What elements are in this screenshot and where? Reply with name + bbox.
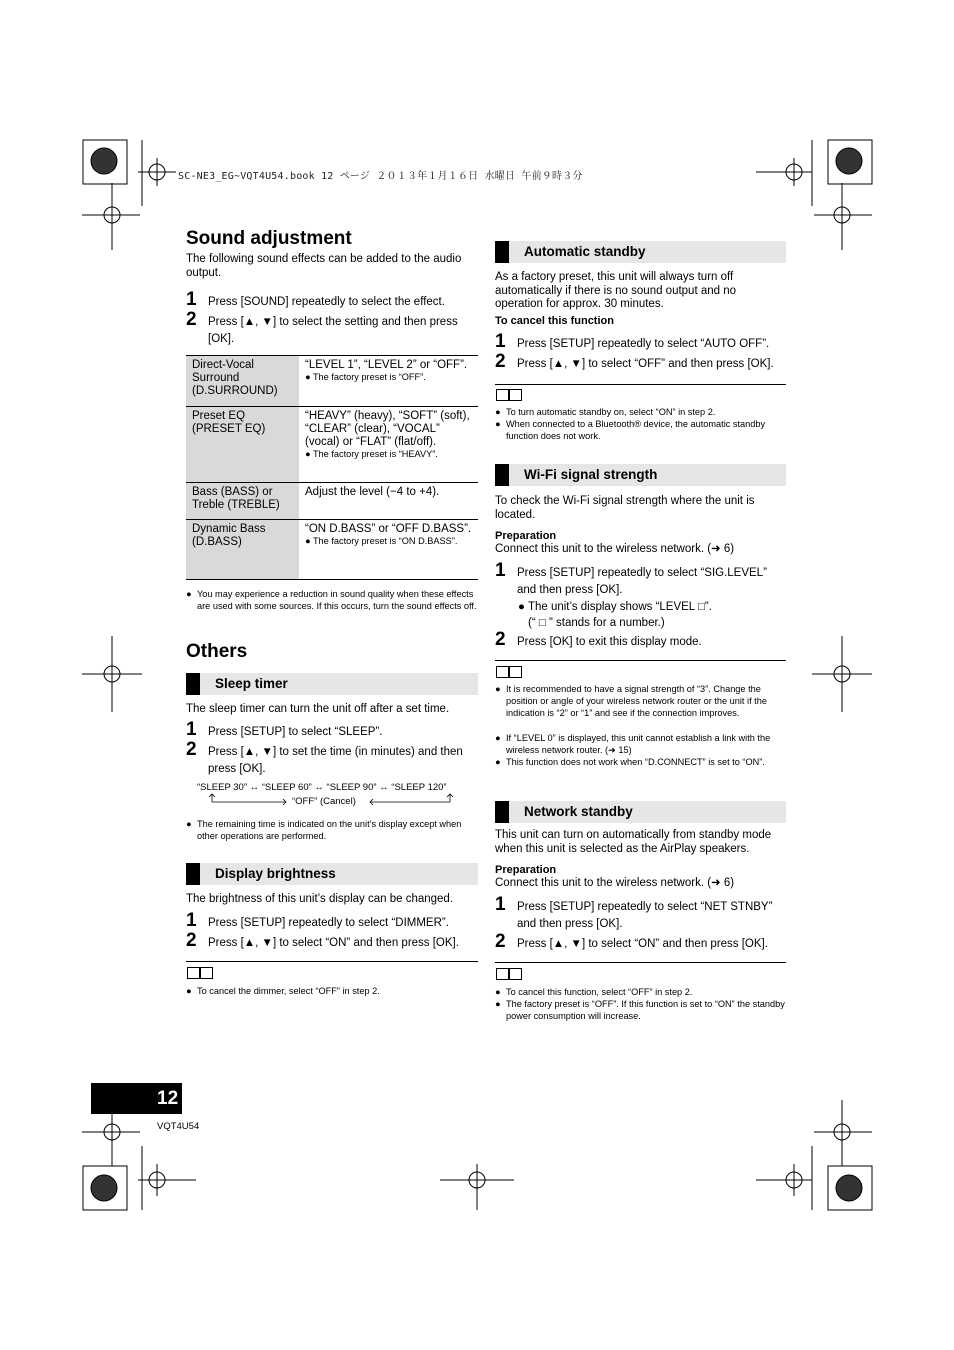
note-book-icon	[496, 666, 522, 678]
sound-effects-table	[186, 355, 478, 580]
auto-standby-note-1: ● To turn automatic standby on, select “ON” in step 2.	[495, 407, 716, 417]
sound-step-2	[186, 309, 478, 348]
step-number: 1	[186, 289, 197, 310]
factory-note: ● The factory preset is “HEAVY”.	[305, 449, 438, 459]
page-number: 12	[157, 1088, 179, 1109]
sound-adjustment-title: Sound adjustment	[186, 228, 352, 249]
step-number: 1	[186, 910, 197, 931]
step-text: Press [SETUP] repeatedly to select “DIMMER”.	[208, 917, 449, 929]
sleep-cycle-top: “SLEEP 30” ↔ “SLEEP 60” ↔ “SLEEP 90” ↔ “SLEEP 120”	[197, 782, 447, 793]
sleep-timer-heading: Sleep timer	[186, 673, 478, 695]
step-text: Press [▲, ▼] to select the setting and then press [OK].	[208, 316, 458, 345]
dimmer-step-1	[186, 910, 478, 933]
document-code: VQT4U54	[157, 1121, 200, 1132]
step-text: Press [SETUP] repeatedly to select “NET STNBY” and then press [OK].	[517, 901, 773, 930]
step-number: 2	[495, 931, 506, 952]
sleep-step-2	[186, 739, 478, 778]
automatic-standby-heading: Automatic standby	[495, 241, 786, 263]
note-book-icon	[496, 389, 522, 401]
wifi-signal-heading: Wi-Fi signal strength	[495, 464, 786, 486]
wifi-note-2: ● If “LEVEL 0” is displayed, this unit cannot establish a link with the wireless network router. (➜ 15)	[495, 733, 771, 755]
effect-value: “HEAVY” (heavy), “SOFT” (soft), “CLEAR” (clear), “VOCAL” (vocal) or “FLAT” (flat/off). ● The factory preset is “HEAVY”.	[299, 407, 478, 483]
network-note-1: ● To cancel this function, select “OFF” in step 2.	[495, 987, 693, 997]
sleep-intro: The sleep timer can turn the unit off after a set time.	[186, 703, 450, 715]
sound-intro: The following sound effects can be added to the audio output.	[186, 253, 462, 279]
step-number: 2	[186, 309, 197, 330]
note-book-icon	[187, 967, 213, 979]
dimmer-intro: The brightness of this unit’s display can be changed.	[186, 893, 454, 905]
table-row	[186, 356, 478, 407]
step-text: Press [▲, ▼] to select “ON” and then press [OK].	[208, 937, 459, 949]
wifi-step-1	[495, 560, 786, 629]
step-text: Press [SETUP] repeatedly to select “AUTO OFF”.	[517, 338, 770, 350]
step-number: 2	[495, 629, 506, 650]
auto-standby-step-1	[495, 331, 786, 354]
step-number: 2	[186, 930, 197, 951]
network-preparation-heading: Preparation	[495, 864, 557, 876]
cancel-function-heading: To cancel this function	[495, 315, 614, 327]
dimmer-step-2	[186, 930, 478, 953]
wifi-preparation-text: Connect this unit to the wireless network. (➜ 6)	[495, 543, 735, 555]
step-text: Press [▲, ▼] to select “ON” and then press [OK].	[517, 938, 768, 950]
network-step-1	[495, 894, 786, 933]
network-note-2: ● The factory preset is “OFF”. If this function is set to “ON” the standby power consumption will increase.	[495, 999, 785, 1021]
step-number: 1	[495, 331, 506, 352]
network-intro: This unit can turn on automatically from standby mode when this unit is selected as the AirPlay speakers.	[495, 829, 772, 855]
effect-value: “ON D.BASS” or “OFF D.BASS”. ● The factory preset is “ON D.BASS”.	[299, 520, 478, 580]
table-row	[186, 520, 478, 580]
wifi-note-1: ● It is recommended to have a signal strength of “3”. Change the position or angle of your wireless network router or the unit if the indication is “2” or “1” and see if the connection improves.	[495, 684, 767, 718]
auto-standby-step-2	[495, 351, 786, 374]
divider	[186, 961, 478, 962]
step-number: 1	[495, 560, 506, 581]
auto-standby-intro: As a factory preset, this unit will always turn off automatically if there is no sound output and no operation for approx. 30 minutes.	[495, 271, 737, 310]
wifi-step-2	[495, 629, 786, 652]
factory-note: ● The factory preset is “OFF”.	[305, 372, 426, 382]
step-sub-note: (“ □ ” stands for a number.)	[528, 617, 665, 629]
sound-step-1	[186, 289, 478, 312]
step-number: 2	[186, 739, 197, 760]
effect-value: Adjust the level (−4 to +4).	[299, 483, 478, 520]
step-text: Press [SETUP] repeatedly to select “SIG.LEVEL” and then press [OK].	[517, 567, 767, 596]
note-book-icon	[496, 968, 522, 980]
file-header-line: SC-NE3_EG~VQT4U54.book 12 ページ ２０１３年１月１６日 水曜日 午前９時３分	[178, 171, 583, 182]
step-number: 1	[495, 894, 506, 915]
auto-standby-note-2: ● When connected to a Bluetooth® device, the automatic standby function does not work.	[495, 419, 766, 441]
dimmer-note: ● To cancel the dimmer, select “OFF” in step 2.	[186, 986, 380, 996]
effect-name: Dynamic Bass (D.BASS)	[186, 520, 299, 580]
divider	[495, 962, 786, 963]
divider	[495, 660, 786, 661]
step-text: Press [OK] to exit this display mode.	[517, 636, 702, 648]
network-preparation-text: Connect this unit to the wireless network. (➜ 6)	[495, 877, 735, 889]
step-number: 1	[186, 719, 197, 740]
others-title: Others	[186, 641, 248, 662]
table-row	[186, 483, 478, 520]
step-text: Press [▲, ▼] to set the time (in minutes) and then press [OK].	[208, 746, 463, 775]
wifi-intro: To check the Wi-Fi signal strength where the unit is located.	[495, 495, 755, 521]
sleep-cycle-off: “OFF” (Cancel)	[292, 796, 356, 807]
sound-note: ● You may experience a reduction in sound quality when these effects are used with some sources. If this occurs, turn the sound effects off.	[186, 589, 477, 611]
step-sub-bullet: ● The unit’s display shows “LEVEL □”.	[518, 601, 712, 613]
factory-note: ● The factory preset is “ON D.BASS”.	[305, 536, 458, 546]
sleep-step-1	[186, 719, 478, 742]
display-brightness-heading: Display brightness	[186, 863, 478, 885]
table-row	[186, 407, 478, 483]
step-number: 2	[495, 351, 506, 372]
network-step-2	[495, 931, 786, 954]
step-text: Press [SETUP] to select “SLEEP”.	[208, 726, 383, 738]
sleep-note: ● The remaining time is indicated on the unit’s display except when other operations are performed.	[186, 819, 462, 841]
wifi-preparation-heading: Preparation	[495, 530, 557, 542]
effect-value: “LEVEL 1”, “LEVEL 2” or “OFF”. ● The factory preset is “OFF”.	[299, 356, 478, 407]
divider	[495, 384, 786, 385]
effect-name: Preset EQ (PRESET EQ)	[186, 407, 299, 483]
step-text: Press [SOUND] repeatedly to select the effect.	[208, 296, 445, 308]
wifi-note-3: ● This function does not work when “D.CONNECT” is set to “ON”.	[495, 757, 765, 767]
step-text: Press [▲, ▼] to select “OFF” and then press [OK].	[517, 358, 774, 370]
effect-name: Direct-Vocal Surround (D.SURROUND)	[186, 356, 299, 407]
effect-name: Bass (BASS) or Treble (TREBLE)	[186, 483, 299, 520]
network-standby-heading: Network standby	[495, 801, 786, 823]
